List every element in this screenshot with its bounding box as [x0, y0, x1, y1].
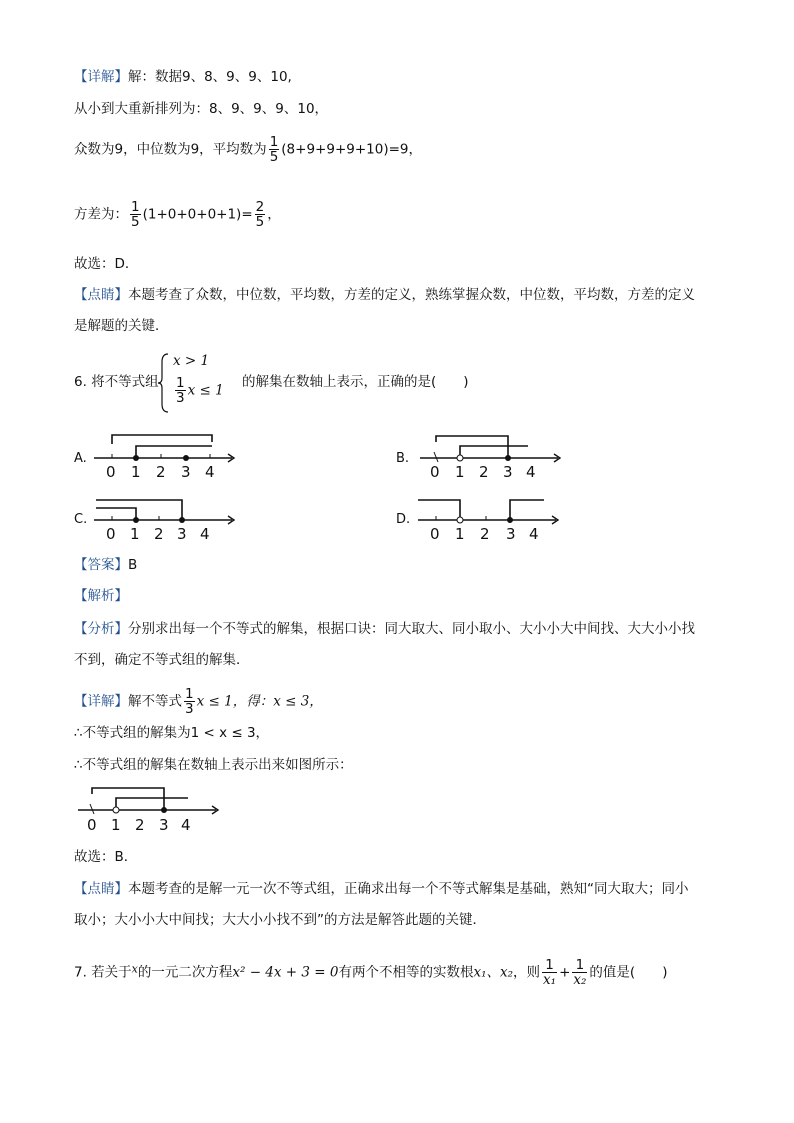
var-res-num: 2 — [255, 199, 265, 215]
d-tick-1: 1 — [455, 525, 465, 543]
q6-comment-text: 本题考查的是解一元一次不等式组，正确求出每一个不等式解集是基础，熟知“同大取大；同小 — [128, 881, 689, 897]
q5-mode-line — [74, 135, 422, 164]
q6-comment-line2: 取小；大小小大中间找；大大小小找不到”的方法是解答此题的关键． — [74, 912, 486, 928]
b-tick-0: 0 — [430, 463, 440, 481]
s-tick-3: 3 — [159, 816, 169, 834]
detail-prefix: 解不等式 — [128, 693, 182, 710]
sys-line1: x > 1 — [173, 353, 210, 369]
q7-var: x — [131, 962, 138, 976]
c-tick-2: 2 — [154, 525, 164, 543]
q6-fig-line: ∴不等式组的解集在数轴上表示出来如图所示： — [74, 757, 353, 773]
option-d-label: D. — [396, 512, 411, 527]
option-a-label: A. — [74, 451, 87, 466]
comment-text: 本题考查了众数，中位数，平均数，方差的定义，熟练掌握众数，中位数，平均数，方差的定义 — [128, 287, 695, 303]
mean-num: 1 — [269, 134, 279, 150]
detail-den: 3 — [185, 701, 194, 717]
q7-f2-num: 1 — [572, 958, 587, 973]
q6-detail-tag: 【详解】 — [74, 693, 128, 710]
a-tick-0: 0 — [106, 463, 116, 481]
option-b-numberline — [418, 432, 568, 482]
a-tick-2: 2 — [156, 463, 166, 481]
d-tick-3: 3 — [506, 525, 516, 543]
option-c-numberline — [92, 494, 242, 544]
q6-comment-tag: 【点睛】 — [74, 881, 128, 897]
c-tick-3: 3 — [177, 525, 187, 543]
system-brace — [158, 352, 172, 414]
option-c-label: C. — [74, 512, 88, 527]
b-tick-2: 2 — [479, 463, 489, 481]
option-a-numberline — [92, 432, 242, 482]
var-expr: (1+0+0+0+1)= — [142, 206, 253, 223]
c-tick-0: 0 — [106, 525, 116, 543]
q7-prefix: 7. 若关于 — [74, 964, 132, 981]
q5-comment-line1 — [74, 286, 695, 304]
answer-tag: 【答案】 — [74, 557, 128, 573]
var-prefix: 方差为： — [74, 206, 128, 223]
s-tick-0: 0 — [87, 816, 97, 834]
q7-roots: x₁、x₂ — [473, 964, 514, 981]
q6-answer-line — [74, 556, 137, 574]
var-den: 5 — [131, 214, 140, 230]
d-tick-4: 4 — [529, 525, 539, 543]
q5-comment-line2: 是解题的关键． — [74, 318, 169, 334]
sys-line2-rest: x ≤ 1 — [187, 382, 224, 399]
detail-res: x ≤ 3， — [273, 693, 323, 710]
sys-den: 3 — [176, 390, 185, 406]
var-res-den: 5 — [255, 214, 265, 230]
var-result-fraction — [255, 200, 266, 229]
q5-variance-line — [74, 200, 281, 229]
sys-fraction — [175, 376, 186, 405]
q6-fenxi-line1 — [74, 620, 695, 638]
detail-text: 解：数据9、8、9、9、10, — [128, 69, 292, 85]
b-tick-3: 3 — [503, 463, 513, 481]
option-d-numberline — [416, 494, 566, 544]
mode-prefix: 众数为9，中位数为9，平均数为 — [74, 141, 267, 158]
q7-mid3: ，则 — [513, 964, 541, 981]
sys-num: 1 — [176, 375, 185, 391]
detail-mid: x ≤ 1，得： — [196, 693, 274, 710]
q7-f1-num: 1 — [542, 958, 557, 973]
var-end: ， — [267, 206, 281, 223]
q5-sorted-line: 从小到大重新排列为：8、9、9、9、10， — [74, 101, 329, 117]
q5-choice-line: 故选：D． — [74, 256, 139, 272]
q7-mid1: 的一元二次方程 — [137, 964, 233, 981]
b-tick-1: 1 — [455, 463, 465, 481]
q7-mid2: 有两个不相等的实数根 — [338, 964, 474, 981]
q7-f2-den: x₂ — [573, 972, 587, 988]
detail-num: 1 — [185, 686, 194, 702]
stem-prefix: 6. 将不等式组 — [74, 374, 159, 390]
comment-tag: 【点睛】 — [74, 287, 128, 303]
s-tick-4: 4 — [181, 816, 191, 834]
detail-tag: 【详解】 — [74, 69, 128, 85]
q7-f1-den: x₁ — [543, 972, 557, 988]
mean-den: 5 — [269, 149, 279, 165]
q7-equation: x² − 4x + 3 = 0 — [232, 964, 339, 981]
d-tick-0: 0 — [430, 525, 440, 543]
var-fraction — [130, 200, 141, 229]
a-tick-3: 3 — [181, 463, 191, 481]
c-tick-1: 1 — [130, 525, 140, 543]
answer-value: B — [128, 557, 138, 573]
q7-frac1 — [542, 958, 557, 987]
q6-analysis-tag: 【解析】 — [74, 588, 128, 604]
system-line1 — [173, 352, 209, 370]
mean-fraction — [269, 135, 280, 164]
q6-stem — [74, 373, 159, 391]
a-tick-4: 4 — [205, 463, 215, 481]
var-num: 1 — [131, 199, 140, 215]
s-tick-1: 1 — [111, 816, 121, 834]
q6-detail-line — [74, 687, 323, 716]
a-tick-1: 1 — [131, 463, 141, 481]
q6-choice-line: 故选：B． — [74, 849, 138, 865]
q7-suffix: 的值是( ) — [589, 964, 668, 981]
system-line2 — [173, 376, 224, 405]
d-tick-2: 2 — [480, 525, 490, 543]
q7-plus: + — [559, 964, 571, 981]
q7-stem — [74, 958, 667, 987]
q5-detail-line — [74, 68, 292, 86]
s-tick-2: 2 — [135, 816, 145, 834]
stem-suffix: 的解集在数轴上表示，正确的是( ) — [242, 374, 469, 390]
option-b-label: B. — [396, 451, 410, 466]
fenxi-tag: 【分析】 — [74, 621, 128, 637]
q6-comment-line1 — [74, 880, 689, 898]
q7-frac2 — [572, 958, 587, 987]
b-tick-4: 4 — [526, 463, 536, 481]
q6-fenxi-line2: 不到，确定不等式组的解集． — [74, 652, 250, 668]
c-tick-4: 4 — [200, 525, 210, 543]
solution-numberline — [76, 784, 226, 836]
mean-expr: (8+9+9+9+10)=9， — [281, 141, 422, 158]
q6-set-line: ∴不等式组的解集为1 < x ≤ 3， — [74, 725, 270, 741]
detail-fraction — [184, 687, 195, 716]
fenxi-text: 分别求出每一个不等式的解集，根据口诀：同大取大、同小取小、大小小大中间找、大大小小找 — [128, 621, 695, 637]
